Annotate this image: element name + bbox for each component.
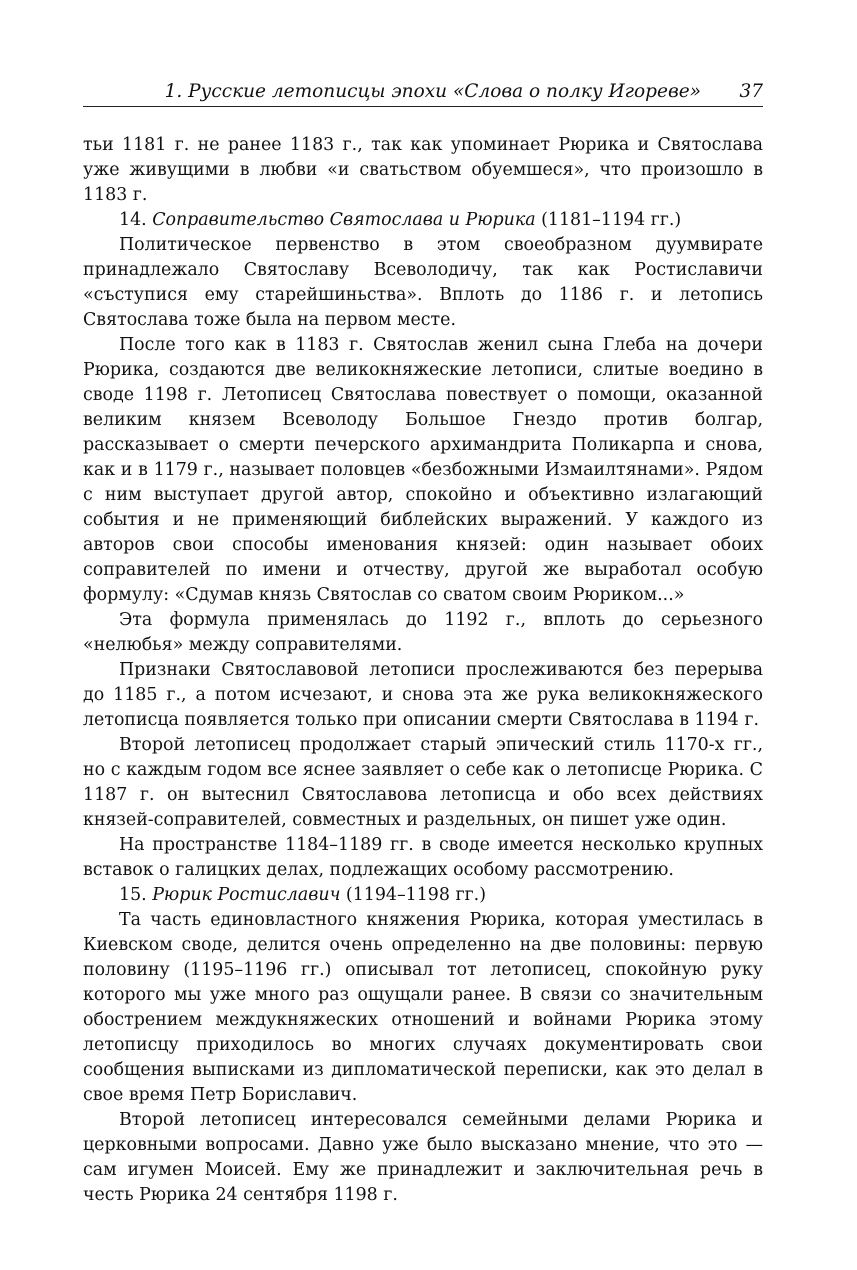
paragraph: После того как в 1183 г. Святослав женил сына Глеба на дочери Рюрика, создаются две великокняжеские летописи, слитые воедино в своде 1198 г. Летописец Святослава повествует о помощи, оказанной великим князем Всеволоду Большое Гнездо против болгар, рассказывает о смерти печерского архимандрита Поликарпа и снова, как и в 1179 г., называет половцев «безбожными Измаилтянами». Рядом с ним выступает другой автор, спокойно и объективно излагающий события и не применяющий библейских выражений. У каждого из авторов свои способы именования князей: один называет обоих соправителей по имени и отчеству, другой же выработал особую формулу: «Сдумав князь Святослав со сватом своим Рюриком...» (83, 335, 763, 605)
section-heading-15 (83, 883, 763, 908)
running-head (83, 78, 763, 107)
section-number: 14. (119, 210, 147, 230)
section-dates: (1194–1198 гг.) (345, 885, 486, 905)
paragraph: Признаки Святославовой летописи прослеживаются без перерыва до 1185 г., а потом исчезают, и снова эта же рука великокняжеского летописца появляется только при описании смерти Святослава в 1194 г. (83, 660, 763, 730)
paragraph: Второй летописец интересовался семейными делами Рюрика и церковными вопросами. Давно уже было высказано мнение, что это — сам игумен Моисей. Ему же принадлежит и заключительная речь в честь Рюрика 24 сентября 1198 г. (83, 1110, 763, 1205)
paragraph: Та часть единовластного княжения Рюрика, которая уместилась в Киевском своде, делится очень определенно на две половины: первую половину (1195–1196 гг.) описывал тот летописец, спокойную руку которого мы уже много раз ощущали ранее. В связи со значительным обострением междукняжеских отношений и войнами Рюрика этому летописцу приходилось во многих случаях документировать свои сообщения выписками из дипломатической переписки, как это делал в свое время Петр Бориславич. (83, 910, 763, 1105)
body-text (83, 133, 763, 1208)
paragraph: Второй летописец продолжает старый эпический стиль 1170-х гг., но с каждым годом все яснее заявляет о себе как о летописце Рюрика. С 1187 г. он вытеснил Святославова летописца и обо всех действиях князей-соправителей, совместных и раздельных, он пишет уже один. (83, 735, 763, 830)
paragraph-continued: тьи 1181 г. не ранее 1183 г., так как упоминает Рюрика и Святослава уже живущими в любви «и сватьством обуемшеся», что произошло в 1183 г. (83, 135, 763, 205)
page-number: 37 (739, 81, 763, 102)
section-title: Соправительство Святослава и Рюрика (152, 210, 536, 230)
running-head-title: 1. Русские летописцы эпохи «Слова о полку Игореве» (164, 81, 701, 102)
paragraph: Эта формула применялась до 1192 г., вплоть до серьезного «нелюбья» между соправителями. (83, 610, 763, 655)
paragraph: На пространстве 1184–1189 гг. в своде имеется несколько крупных вставок о галицких делах, подлежащих особому рассмотрению. (83, 835, 763, 880)
paragraph: Политическое первенство в этом своеобразном дуумвирате принадлежало Святославу Всеволодичу, так как Ростиславичи «съступися ему старейшиньства». Вплоть до 1186 г. и летопись Святослава тоже была на первом месте. (83, 235, 763, 330)
section-dates: (1181–1194 гг.) (541, 210, 682, 230)
section-number: 15. (119, 885, 147, 905)
section-title: Рюрик Ростиславич (152, 885, 341, 905)
section-heading-14 (83, 208, 763, 233)
